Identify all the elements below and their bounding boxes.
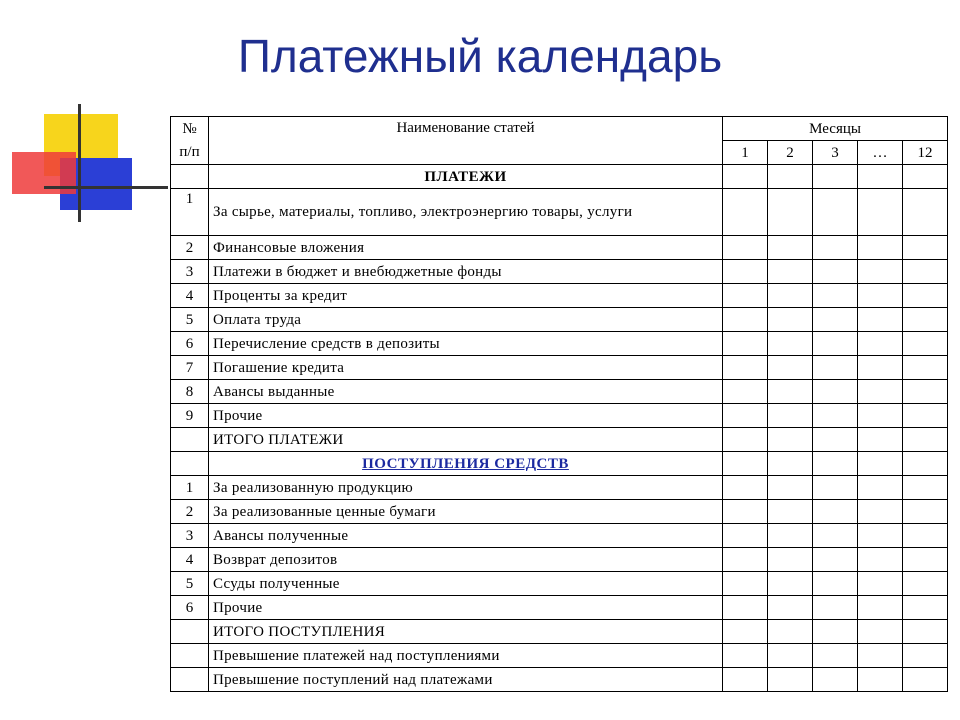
header-row-1 — [171, 117, 948, 141]
row-label: Проценты за кредит — [209, 284, 723, 308]
month-cell — [723, 596, 768, 620]
month-cell — [813, 476, 858, 500]
row-label: Возврат депозитов — [209, 548, 723, 572]
row-number: 3 — [171, 524, 209, 548]
month-cell — [903, 524, 948, 548]
month-cell — [768, 260, 813, 284]
payment-row — [171, 356, 948, 380]
month-cell — [903, 308, 948, 332]
month-cell — [858, 476, 903, 500]
month-cell — [903, 596, 948, 620]
row-label: За реализованные ценные бумаги — [209, 500, 723, 524]
receipt-row — [171, 572, 948, 596]
month-cell — [768, 596, 813, 620]
row-label: Прочие — [209, 404, 723, 428]
month-cell — [723, 644, 768, 668]
month-cell — [858, 189, 903, 236]
month-cell — [813, 668, 858, 692]
row-label: Платежи в бюджет и внебюджетные фонды — [209, 260, 723, 284]
month-cell — [903, 572, 948, 596]
month-cell — [813, 284, 858, 308]
row-label: Финансовые вложения — [209, 236, 723, 260]
month-cell — [903, 668, 948, 692]
month-cell — [858, 548, 903, 572]
row-label: Авансы полученные — [209, 524, 723, 548]
horizontal-line — [44, 186, 168, 189]
month-cell — [858, 308, 903, 332]
month-cell — [813, 620, 858, 644]
month-cell — [813, 572, 858, 596]
row-number: 4 — [171, 284, 209, 308]
month-cell — [903, 236, 948, 260]
row-label: За реализованную продукцию — [209, 476, 723, 500]
month-cell — [768, 284, 813, 308]
row-number: 8 — [171, 380, 209, 404]
month-cell — [723, 308, 768, 332]
month-cell — [813, 189, 858, 236]
month-cell — [858, 332, 903, 356]
section-row-payments — [171, 165, 948, 189]
month-cell — [813, 500, 858, 524]
payment-row — [171, 236, 948, 260]
month-cell — [768, 189, 813, 236]
month-cell — [858, 260, 903, 284]
month-cell — [813, 308, 858, 332]
name-header: Наименование статей — [209, 117, 723, 165]
month-cell — [858, 428, 903, 452]
month-cell — [903, 452, 948, 476]
month-col-ellipsis: … — [858, 141, 903, 165]
month-col-2: 2 — [768, 141, 813, 165]
row-label: Прочие — [209, 596, 723, 620]
month-col-3: 3 — [813, 141, 858, 165]
month-cell — [723, 332, 768, 356]
month-cell — [723, 380, 768, 404]
month-cell — [903, 620, 948, 644]
payment-calendar-table — [170, 116, 948, 692]
month-cell — [858, 596, 903, 620]
month-cell — [768, 308, 813, 332]
section-row-receipts — [171, 452, 948, 476]
month-cell — [858, 500, 903, 524]
row-label: Превышение платежей над поступлениями — [209, 644, 723, 668]
months-header: Месяцы — [723, 117, 948, 141]
row-number — [171, 428, 209, 452]
month-cell — [813, 404, 858, 428]
month-cell — [903, 428, 948, 452]
payment-row — [171, 189, 948, 236]
month-cell — [768, 380, 813, 404]
month-cell — [858, 452, 903, 476]
row-number: 7 — [171, 356, 209, 380]
month-cell — [813, 452, 858, 476]
month-col-1: 1 — [723, 141, 768, 165]
payment-row — [171, 308, 948, 332]
month-cell — [723, 428, 768, 452]
row-label: ИТОГО ПЛАТЕЖИ — [209, 428, 723, 452]
month-cell — [768, 236, 813, 260]
month-cell — [903, 380, 948, 404]
row-number — [171, 644, 209, 668]
month-cell — [858, 284, 903, 308]
row-label: ПЛАТЕЖИ — [209, 165, 723, 189]
month-cell — [813, 548, 858, 572]
row-number — [171, 620, 209, 644]
month-cell — [723, 165, 768, 189]
payment-row — [171, 332, 948, 356]
month-cell — [723, 189, 768, 236]
month-cell — [768, 356, 813, 380]
month-cell — [813, 380, 858, 404]
receipt-row — [171, 500, 948, 524]
month-cell — [903, 404, 948, 428]
vertical-line — [78, 104, 81, 222]
month-cell — [858, 524, 903, 548]
month-cell — [723, 284, 768, 308]
row-number: 5 — [171, 308, 209, 332]
page-title: Платежный календарь — [237, 30, 723, 82]
month-cell — [858, 356, 903, 380]
month-cell — [813, 332, 858, 356]
month-cell — [723, 404, 768, 428]
row-number: 4 — [171, 548, 209, 572]
row-number: 5 — [171, 572, 209, 596]
month-cell — [723, 668, 768, 692]
row-number: 2 — [171, 236, 209, 260]
month-col-12: 12 — [903, 141, 948, 165]
month-cell — [723, 452, 768, 476]
month-cell — [723, 572, 768, 596]
payment-row — [171, 380, 948, 404]
payment-row — [171, 260, 948, 284]
month-cell — [858, 668, 903, 692]
month-cell — [723, 476, 768, 500]
month-cell — [813, 524, 858, 548]
month-cell — [768, 165, 813, 189]
row-number — [171, 165, 209, 189]
month-cell — [858, 236, 903, 260]
row-number: 6 — [171, 596, 209, 620]
month-cell — [723, 500, 768, 524]
row-label: Превышение поступлений над платежами — [209, 668, 723, 692]
month-cell — [813, 644, 858, 668]
month-cell — [768, 500, 813, 524]
month-cell — [723, 620, 768, 644]
month-cell — [723, 356, 768, 380]
payment-row — [171, 404, 948, 428]
receipt-row — [171, 596, 948, 620]
row-number: 1 — [171, 189, 209, 236]
total-row-payments — [171, 428, 948, 452]
month-cell — [813, 596, 858, 620]
row-number: 3 — [171, 260, 209, 284]
month-cell — [903, 500, 948, 524]
month-cell — [768, 428, 813, 452]
month-cell — [768, 404, 813, 428]
month-cell — [858, 572, 903, 596]
payment-row — [171, 284, 948, 308]
number-header: № — [171, 117, 209, 141]
row-label: ИТОГО ПОСТУПЛЕНИЯ — [209, 620, 723, 644]
row-label: Перечисление средств в депозиты — [209, 332, 723, 356]
row-number: 9 — [171, 404, 209, 428]
month-cell — [903, 356, 948, 380]
row-label: Погашение кредита — [209, 356, 723, 380]
month-cell — [903, 332, 948, 356]
month-cell — [903, 165, 948, 189]
row-label: ПОСТУПЛЕНИЯ СРЕДСТВ — [209, 452, 723, 476]
receipt-row — [171, 476, 948, 500]
row-number — [171, 452, 209, 476]
receipt-row — [171, 524, 948, 548]
month-cell — [768, 524, 813, 548]
month-cell — [768, 332, 813, 356]
month-cell — [813, 428, 858, 452]
month-cell — [903, 548, 948, 572]
month-cell — [723, 524, 768, 548]
month-cell — [768, 572, 813, 596]
month-cell — [903, 644, 948, 668]
month-cell — [903, 284, 948, 308]
month-cell — [768, 668, 813, 692]
month-cell — [768, 452, 813, 476]
row-number: 6 — [171, 332, 209, 356]
month-cell — [813, 260, 858, 284]
month-cell — [858, 620, 903, 644]
month-cell — [768, 620, 813, 644]
balance-row — [171, 644, 948, 668]
row-label: За сырье, материалы, топливо, электроэнергию товары, услуги — [209, 189, 723, 236]
row-number — [171, 668, 209, 692]
month-cell — [768, 644, 813, 668]
month-cell — [813, 165, 858, 189]
month-cell — [858, 644, 903, 668]
month-cell — [813, 356, 858, 380]
receipt-row — [171, 548, 948, 572]
month-cell — [903, 260, 948, 284]
month-cell — [858, 380, 903, 404]
month-cell — [723, 236, 768, 260]
number-subheader: п/п — [171, 141, 209, 165]
month-cell — [768, 476, 813, 500]
month-cell — [903, 189, 948, 236]
month-cell — [723, 548, 768, 572]
row-label: Ссуды полученные — [209, 572, 723, 596]
row-label: Оплата труда — [209, 308, 723, 332]
month-cell — [723, 260, 768, 284]
row-label: Авансы выданные — [209, 380, 723, 404]
month-cell — [768, 548, 813, 572]
month-cell — [903, 476, 948, 500]
total-row-receipts — [171, 620, 948, 644]
balance-row — [171, 668, 948, 692]
month-cell — [858, 165, 903, 189]
month-cell — [858, 404, 903, 428]
month-cell — [813, 236, 858, 260]
row-number: 1 — [171, 476, 209, 500]
row-number: 2 — [171, 500, 209, 524]
